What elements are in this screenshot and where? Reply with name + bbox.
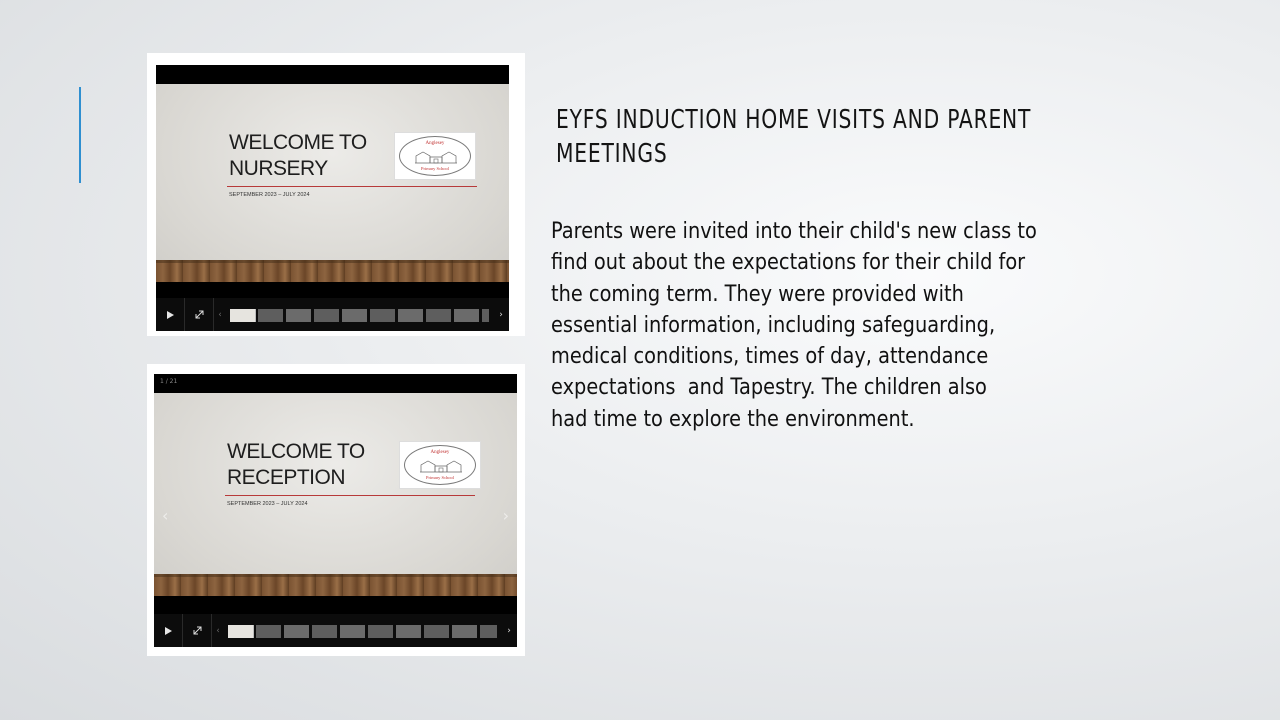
accent-line <box>79 87 81 183</box>
slide-thumbnail[interactable] <box>426 309 451 322</box>
slide-thumbnail[interactable] <box>256 625 281 638</box>
chevron-left-icon[interactable]: ‹ <box>218 309 222 320</box>
fullscreen-button[interactable] <box>184 298 214 331</box>
heading-line: MEETINGS <box>556 139 668 169</box>
logo-school-name: Anglesey <box>430 450 450 455</box>
slide-preview <box>154 393 517 596</box>
school-building-icon <box>420 459 462 473</box>
slide-date: SEPTEMBER 2023 – JULY 2024 <box>227 501 308 507</box>
logo-oval <box>399 136 471 176</box>
body-line: medical conditions, times of day, attendance <box>551 344 989 370</box>
slide-thumbnail[interactable] <box>368 625 393 638</box>
slide-date: SEPTEMBER 2023 – JULY 2024 <box>229 192 310 198</box>
heading-line: EYFS INDUCTION HOME VISITS AND PARENT <box>556 105 1032 135</box>
fullscreen-icon <box>192 625 203 636</box>
slide-thumbnail[interactable] <box>452 625 477 638</box>
play-icon <box>163 626 173 636</box>
slide-thumbnail[interactable] <box>228 625 253 638</box>
slide-divider <box>225 495 475 496</box>
logo-school-type: Primary School <box>420 166 450 171</box>
reception-slideshow-screenshot <box>147 364 525 656</box>
chevron-right-icon[interactable]: › <box>502 506 509 525</box>
slide-title-line: RECEPTION <box>227 466 346 489</box>
slideshow-viewer <box>156 65 509 331</box>
slide-thumbnail[interactable] <box>312 625 337 638</box>
body-line: had time to explore the environment. <box>551 406 915 432</box>
logo-school-type: Primary School <box>425 475 455 480</box>
play-button[interactable] <box>156 298 184 331</box>
slide-thumbnail[interactable] <box>454 309 479 322</box>
body-line: expectations and Tapestry. The children also <box>551 375 987 401</box>
nursery-slideshow-screenshot <box>147 53 525 336</box>
slide-heading <box>556 103 1032 171</box>
body-line: Parents were invited into their child's new class to <box>551 219 1037 244</box>
slide-thumbnail[interactable] <box>340 625 365 638</box>
chevron-left-icon[interactable]: ‹ <box>162 506 169 525</box>
fullscreen-button[interactable] <box>182 614 212 647</box>
body-line: find out about the expectations for their child for <box>551 250 1026 276</box>
slide-title-line: NURSERY <box>229 157 328 180</box>
chevron-right-icon[interactable]: › <box>499 309 503 320</box>
play-button[interactable] <box>154 614 182 647</box>
slideshow-controls <box>154 614 517 647</box>
body-line: essential information, including safeguarding, <box>551 312 996 338</box>
slideshow-viewer <box>154 374 517 647</box>
slide-thumbnail[interactable] <box>424 625 449 638</box>
chevron-right-icon[interactable]: › <box>507 625 511 636</box>
slide-thumbnail[interactable] <box>370 309 395 322</box>
school-logo <box>394 132 476 180</box>
slide-title <box>229 130 367 182</box>
logo-school-name: Anglesey <box>425 141 445 146</box>
slide-title <box>227 439 365 491</box>
thumbnail-strip <box>230 309 489 322</box>
slide-thumbnail[interactable] <box>230 309 255 322</box>
slide-body-text <box>551 216 1123 435</box>
slide-title-line: WELCOME TO <box>227 440 365 463</box>
body-line: the coming term. They were provided with <box>551 281 964 307</box>
thumbnail-strip <box>228 625 497 638</box>
slide-thumbnail[interactable] <box>286 309 311 322</box>
slide-thumbnail[interactable] <box>482 309 489 322</box>
wooden-floor <box>154 574 517 596</box>
slide-thumbnail[interactable] <box>480 625 497 638</box>
slide-thumbnail[interactable] <box>258 309 283 322</box>
slide-thumbnail[interactable] <box>342 309 367 322</box>
wooden-floor <box>156 260 509 282</box>
slideshow-controls <box>156 298 509 331</box>
slide-title-line: WELCOME TO <box>229 131 367 154</box>
logo-oval <box>404 445 476 485</box>
slide-thumbnail[interactable] <box>396 625 421 638</box>
slide-divider <box>227 186 477 187</box>
fullscreen-icon <box>194 309 205 320</box>
slide-thumbnail[interactable] <box>284 625 309 638</box>
play-icon <box>165 310 175 320</box>
slide-counter: 1 / 21 <box>160 378 178 385</box>
school-building-icon <box>415 150 457 164</box>
slide-thumbnail[interactable] <box>314 309 339 322</box>
school-logo <box>399 441 481 489</box>
chevron-left-icon[interactable]: ‹ <box>216 625 220 636</box>
slide-preview <box>156 84 509 282</box>
slide-thumbnail[interactable] <box>398 309 423 322</box>
